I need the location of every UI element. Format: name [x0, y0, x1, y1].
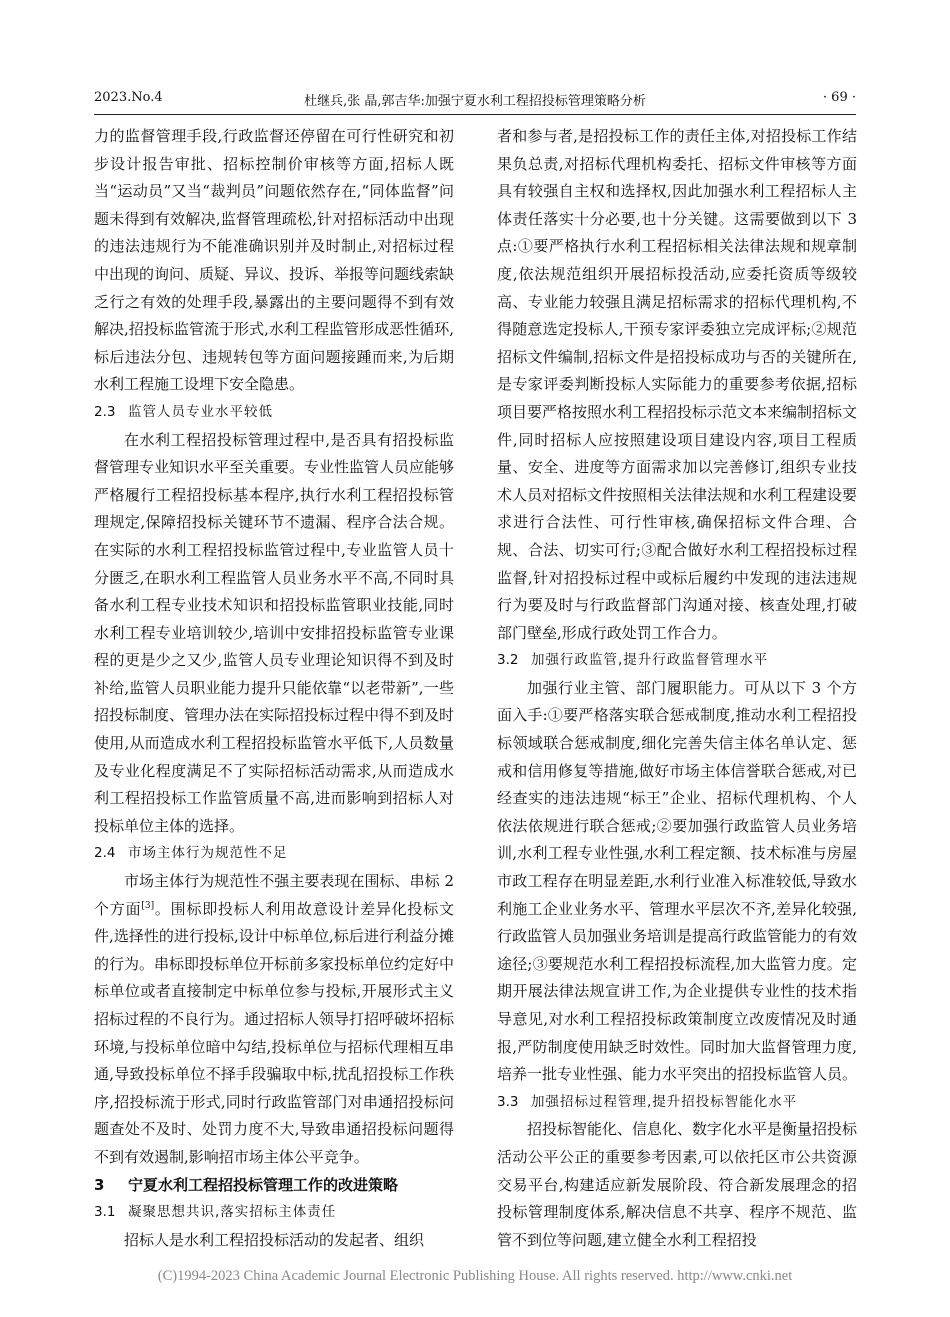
paragraph-text: 市场主体行为规范性不强主要表现在围标、串标 2 个方面 — [94, 872, 454, 918]
section-number: 2.4 — [94, 845, 116, 862]
paragraph: 招投标智能化、信息化、数字化水平是衡量招投标活动公平公正的重要参考因素,可以依托区市公共资源交易平台,构建适应新发展阶段、符合新发展理念的招投标管理制度体系,解决信息不共享、程序不规范、监管不到位等问题,建立健全水利工程招投 — [497, 1120, 858, 1249]
header-divider — [94, 114, 856, 115]
paragraph — [94, 868, 454, 1172]
section-number: 3.1 — [94, 1204, 116, 1221]
right-column — [497, 123, 857, 1254]
section-heading-3-1 — [94, 1199, 454, 1227]
section-heading-3-2 — [497, 647, 857, 675]
section-number: 3.3 — [497, 1093, 519, 1110]
section-title: 市场主体行为规范性不足 — [128, 845, 288, 862]
copyright-footer: (C)1994-2023 China Academic Journal Electronic Publishing House. All rights reserved. http://www.cnki.net — [157, 1268, 793, 1284]
issue-label: 2023.No.4 — [94, 90, 163, 105]
section-number: 3 — [94, 1175, 105, 1194]
section-number: 2.3 — [94, 403, 116, 420]
paragraph: 力的监督管理手段,行政监督还停留在可行性研究和初步设计报告审批、招标控制价审核等方面,招标人既当“运动员”又当“裁判员”问题依然存在,“同体监督”问题未得到有效解决,监督管理疏松,针对招标活动中出现的违法违规行为不能准确识别并及时制止,对招标过程中出现的询问、质疑、异议、投诉、举报等问题线索缺乏行之有效的处理手段,暴露出的主要问题得不到有效解决,招投标监管流于形式,水利工程监管形成恶性循环,标后违法分包、违规转包等方面问题接踵而来,为后期水利工程施工设埋下安全隐患。 — [94, 127, 455, 394]
paragraph: 加强行业主管、部门履职能力。可从以下 3 个方面入手:①要严格落实联合惩戒制度,推动水利工程招投标领域联合惩戒制度,细化完善失信主体名单认定、惩戒和信用修复等措施,做好市场主体信誉联合惩戒,对已经查实的违法违规“标王”企业、招标代理机构、个人依法依规进行联合惩戒;②要加强行政监管人员业务培训,水利工程专业性强,水利工程定额、技术标准与房屋市政工程存在明显差距,水利行业准入标准较低,导致水利施工企业业务水平、管理水平层次不齐,差异化较强,行政监管人员加强业务培训是提高行政监管能力的有效途径;③要规范水利工程招投标流程,加大监管力度。定期开展法律法规宣讲工作,为企业提供专业性的技术指导意见,对水利工程招投标政策制度立改废情况及时通报,严防制度使用缺乏时效性。同时加大监督管理力度,培养一批专业性强、能力水平突出的招投标监管人员。 — [497, 678, 858, 1084]
paragraph: 招标人是水利工程招投标活动的发起者、组织 — [124, 1230, 425, 1249]
article-title-header: 杜继兵,张 晶,郭吉华:加强宁夏水利工程招投标管理策略分析 — [304, 94, 646, 109]
section-title: 加强行政监管,提升行政监督管理水平 — [531, 652, 769, 669]
page-number: · 69 · — [822, 90, 856, 105]
section-heading-3-3 — [497, 1089, 857, 1117]
paragraph-text: 。围标即投标人利用故意设计差异化投标文件,选择性的进行投标,设计中标单位,标后进行利益分摊的行为。串标即投标单位开标前多家投标单位约定好中标单位或者直接制定中标单位参与投标,开展形式主义招标过程的不良行为。通过招标人领导打招呼破坏招标环境,与投标单位暗中勾结,投标单位与招标代理相互串通,导致投标单位不择手段骗取中标,扰乱招投标工作秩序,招投标流于形式,同时行政监管部门对串通招投标问题查处不及时、处罚力度不大,导致串通招投标问题得不到有效遏制,影响招市场主体公平竞争。 — [94, 899, 455, 1166]
section-heading-2-4 — [94, 840, 454, 868]
section-title: 宁夏水利工程招投标管理工作的改进策略 — [128, 1175, 399, 1194]
left-column — [94, 123, 454, 1254]
citation-ref: [3] — [141, 900, 155, 911]
paragraph: 者和参与者,是招投标工作的责任主体,对招投标工作结果负总责,对招标代理机构委托、招标文件审核等方面具有较强自主权和选择权,因此加强水利工程招标人主体责任落实十分必要,也十分关键。这需要做到以下 3 点:①要严格执行水利工程招标相关法律法规和规章制度,依法规范组织开展招标投活动,应委托资质等级较高、专业能力较强且满足招标需求的招标代理机构,不得随意选定投标人,干预专家评委独立完成评标;②规范招标文件编制,招标文件是招投标成功与否的关键所在,是专家评委判断投标人实际能力的重要参考依据,招标项目要严格按照水利工程招投标示范文本来编制招标文件,同时招标人应按照建设项目建设内容,项目工程质量、安全、进度等方面需求加以完善修订,组织专业技术人员对招标文件按照相关法律法规和水利工程建设要求进行合法性、可行性审核,确保招标文件合理、合规、合法、切实可行;③配合做好水利工程招投标过程监督,针对招投标过程中或标后履约中发现的违法违规行为要及时与行政监督部门沟通对接、核查处理,打破部门壁垒,形成行政处罚工作合力。 — [497, 127, 858, 642]
section-title: 凝聚思想共识,落实招标主体责任 — [128, 1204, 337, 1221]
section-title: 加强招标过程管理,提升招投标智能化水平 — [531, 1093, 798, 1110]
paragraph: 在水利工程招投标管理过程中,是否具有招投标监督管理专业知识水平至关重要。专业性监管人员应能够严格履行工程招投标基本程序,执行水利工程招投标管理规定,保障招投标关键环节不遗漏、程序合法合规。在实际的水利工程招投标监管过程中,专业监管人员十分匮乏,在职水利工程监管人员业务水平不高,不同时具备水利工程专业技术知识和招投标监管职业技能,同时水利工程专业培训较少,培训中安排招投标监管专业课程的更是少之又少,监管人员专业理论知识得不到及时补给,监管人员职业能力提升只能依靠“以老带新”,一些招投标制度、管理办法在实际招投标过程中得不到及时使用,从而造成水利工程招投标监管水平低下,人员数量及专业化程度满足不了实际招标活动需求,从而造成水利工程招投标工作监管质量不高,进而影响到招标人对投标单位主体的选择。 — [94, 430, 455, 835]
section-heading-3 — [94, 1172, 454, 1200]
section-title: 监管人员专业水平较低 — [128, 403, 273, 420]
running-header — [94, 90, 856, 112]
section-heading-2-3 — [94, 399, 454, 427]
section-number: 3.2 — [497, 652, 519, 669]
